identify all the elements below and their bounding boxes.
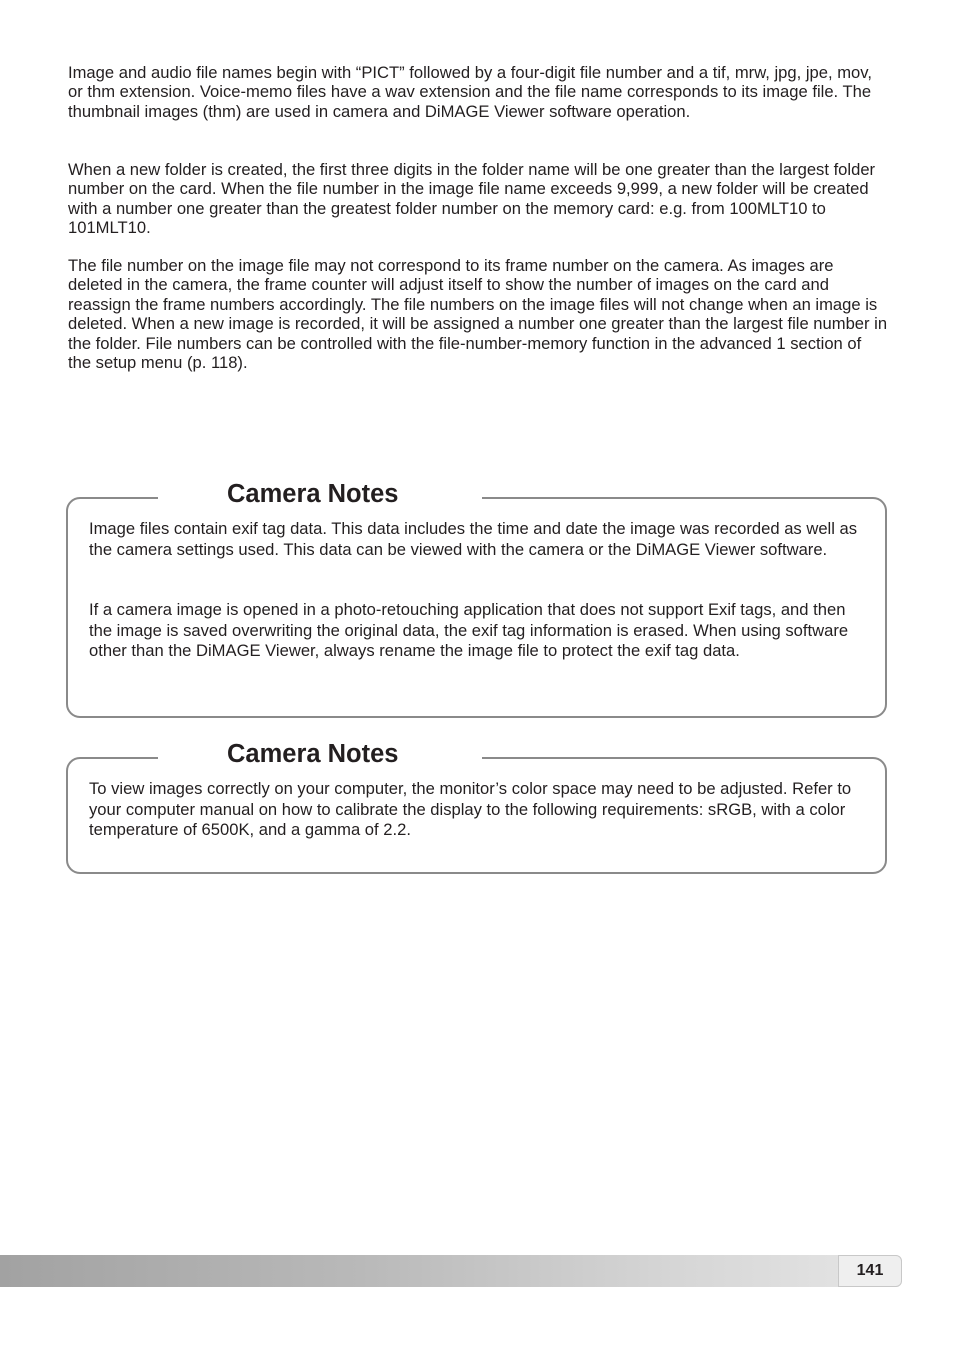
camera-notes-title: Camera Notes (227, 740, 399, 768)
body-paragraph-file-numbers: The file number on the image file may not correspond to its frame number on the camera. As images are deleted in the camera, the frame counter will adjust itself to show the number of images on the card and reassign the frame numbers accordingly. The file numbers on the image files will not change when an image is deleted. When a new image is recorded, it will be assigned a number one greater than the largest file number in the folder. File numbers can be controlled with the file-number-memory function in the advanced 1 section of the setup menu (p. 118). (68, 256, 888, 373)
body-paragraph-file-names: Image and audio file names begin with “PICT” followed by a four-digit file number and a tif, mrw, jpg, jpe, mov, or thm extension. Voice-memo files have a wav extension and the file name corresponds to its image file. The thumbnail images (thm) are used in camera and DiMAGE Viewer software operation. (68, 63, 872, 121)
page-number: 141 (856, 1262, 884, 1279)
footer-bar (0, 1255, 902, 1287)
note-paragraph-exif-data: Image files contain exif tag data. This data includes the time and date the image was recorded as well as the camera settings used. This data can be viewed with the camera or the DiMAGE Viewer software. (89, 519, 858, 559)
note-paragraph-exif-warning: If a camera image is opened in a photo-retouching application that does not support Exif tags, and then the image is saved overwriting the original data, the exif tag information is erased. When using software other than the DiMAGE Viewer, always rename the image file to protect the exif tag data. (89, 600, 849, 661)
page-number-tab (838, 1255, 902, 1287)
body-paragraph-folder-numbering: When a new folder is created, the first three digits in the folder name will be one greater than the largest folder number on the card. When the file number in the image file name exceeds 9,999, a new folder will be created with a number one greater than the greatest folder number on the memory card: e.g. from 100MLT10 to 101MLT10. (68, 160, 876, 238)
note-paragraph-color-space: To view images correctly on your computer, the monitor’s color space may need to be adjusted. Refer to your computer manual on how to calibrate the display to the following requirements: sRGB, with a color temperature of 6500K, and a gamma of 2.2. (89, 779, 852, 840)
camera-notes-title: Camera Notes (227, 480, 399, 508)
